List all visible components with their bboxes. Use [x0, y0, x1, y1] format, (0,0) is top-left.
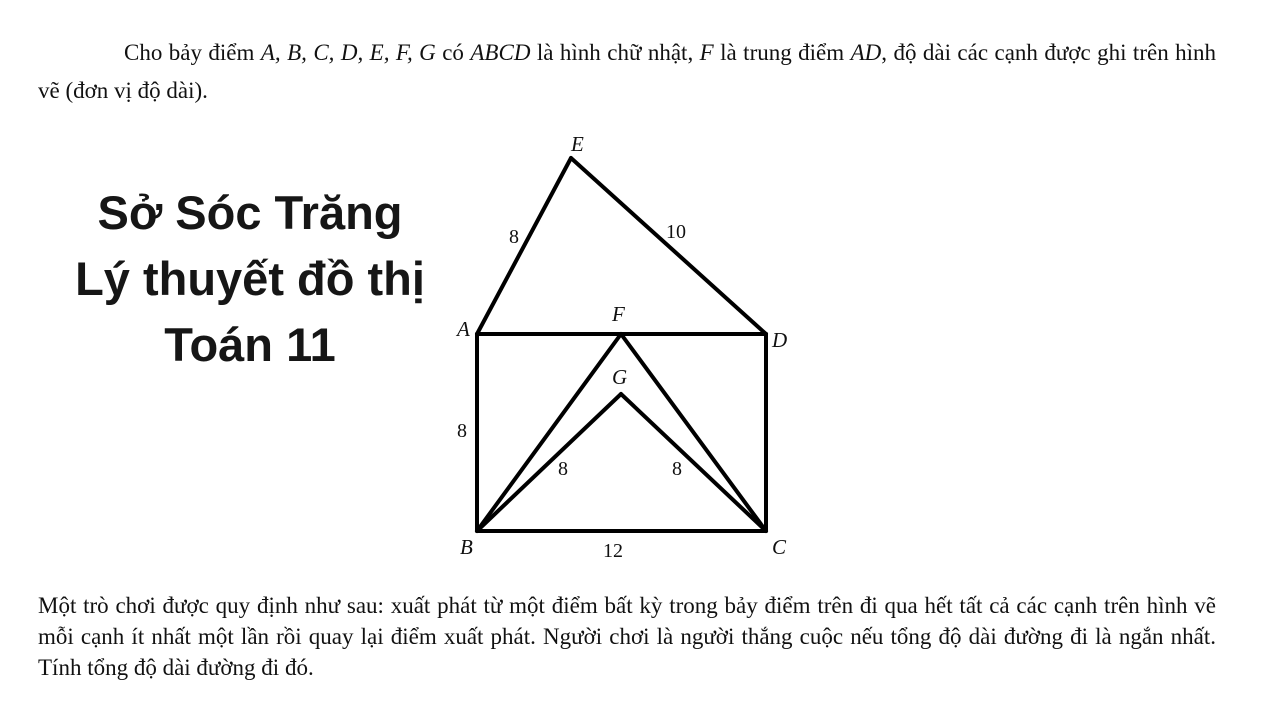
point-label-b: B [460, 535, 473, 559]
edge-fc [621, 334, 766, 531]
points-list: A, B, C, D, E, F, G [260, 40, 436, 65]
edge-gc [621, 394, 766, 531]
problem-question: Một trò chơi được quy định như sau: xuất phát từ một điểm bất kỳ trong bảy điểm trên đi qua hết tất cả các cạnh trên hình vẽ mỗi cạnh ít nhất một lần rồi quay lại điểm xuất phát. Người chơi là người thắng cuộc nếu tổng độ dài đường đi là ngắn nhất. Tính tổng độ dài đường đi đó. [38, 593, 1216, 680]
point-label-e: E [571, 132, 584, 156]
length-label-ab: 8 [457, 420, 467, 442]
edge-ae [477, 158, 571, 334]
length-label-gc: 8 [672, 458, 682, 480]
intro-lead: Cho bảy điểm [124, 40, 261, 65]
length-label-ae: 8 [509, 226, 519, 248]
intro-mid2: là hình chữ nhật, [530, 40, 700, 65]
edge-ed [571, 158, 766, 334]
midpoint-name: F [699, 40, 714, 65]
length-label-bc: 12 [603, 540, 623, 562]
segment-name: AD [850, 40, 882, 65]
intro-mid1: có [435, 40, 471, 65]
length-label-ed: 10 [666, 221, 686, 243]
overlay-line-1: Sở Sóc Trăng [97, 186, 403, 239]
point-label-g: G [612, 365, 628, 389]
point-label-f: F [612, 302, 625, 326]
point-label-c: C [772, 535, 787, 559]
point-label-a: A [457, 317, 470, 341]
edge-bg [477, 394, 621, 531]
length-label-bg: 8 [558, 458, 568, 480]
overlay-line-3: Toán 11 [164, 318, 336, 371]
intro-tail: , độ dài các cạnh được ghi trên hình vẽ (đơn vị độ dài). [38, 40, 1217, 103]
rect-name: ABCD [470, 40, 531, 65]
point-label-d: D [772, 328, 788, 352]
edge-bf [477, 334, 621, 531]
overlay-line-2: Lý thuyết đồ thị [75, 252, 425, 305]
intro-mid3: là trung điểm [713, 40, 851, 65]
